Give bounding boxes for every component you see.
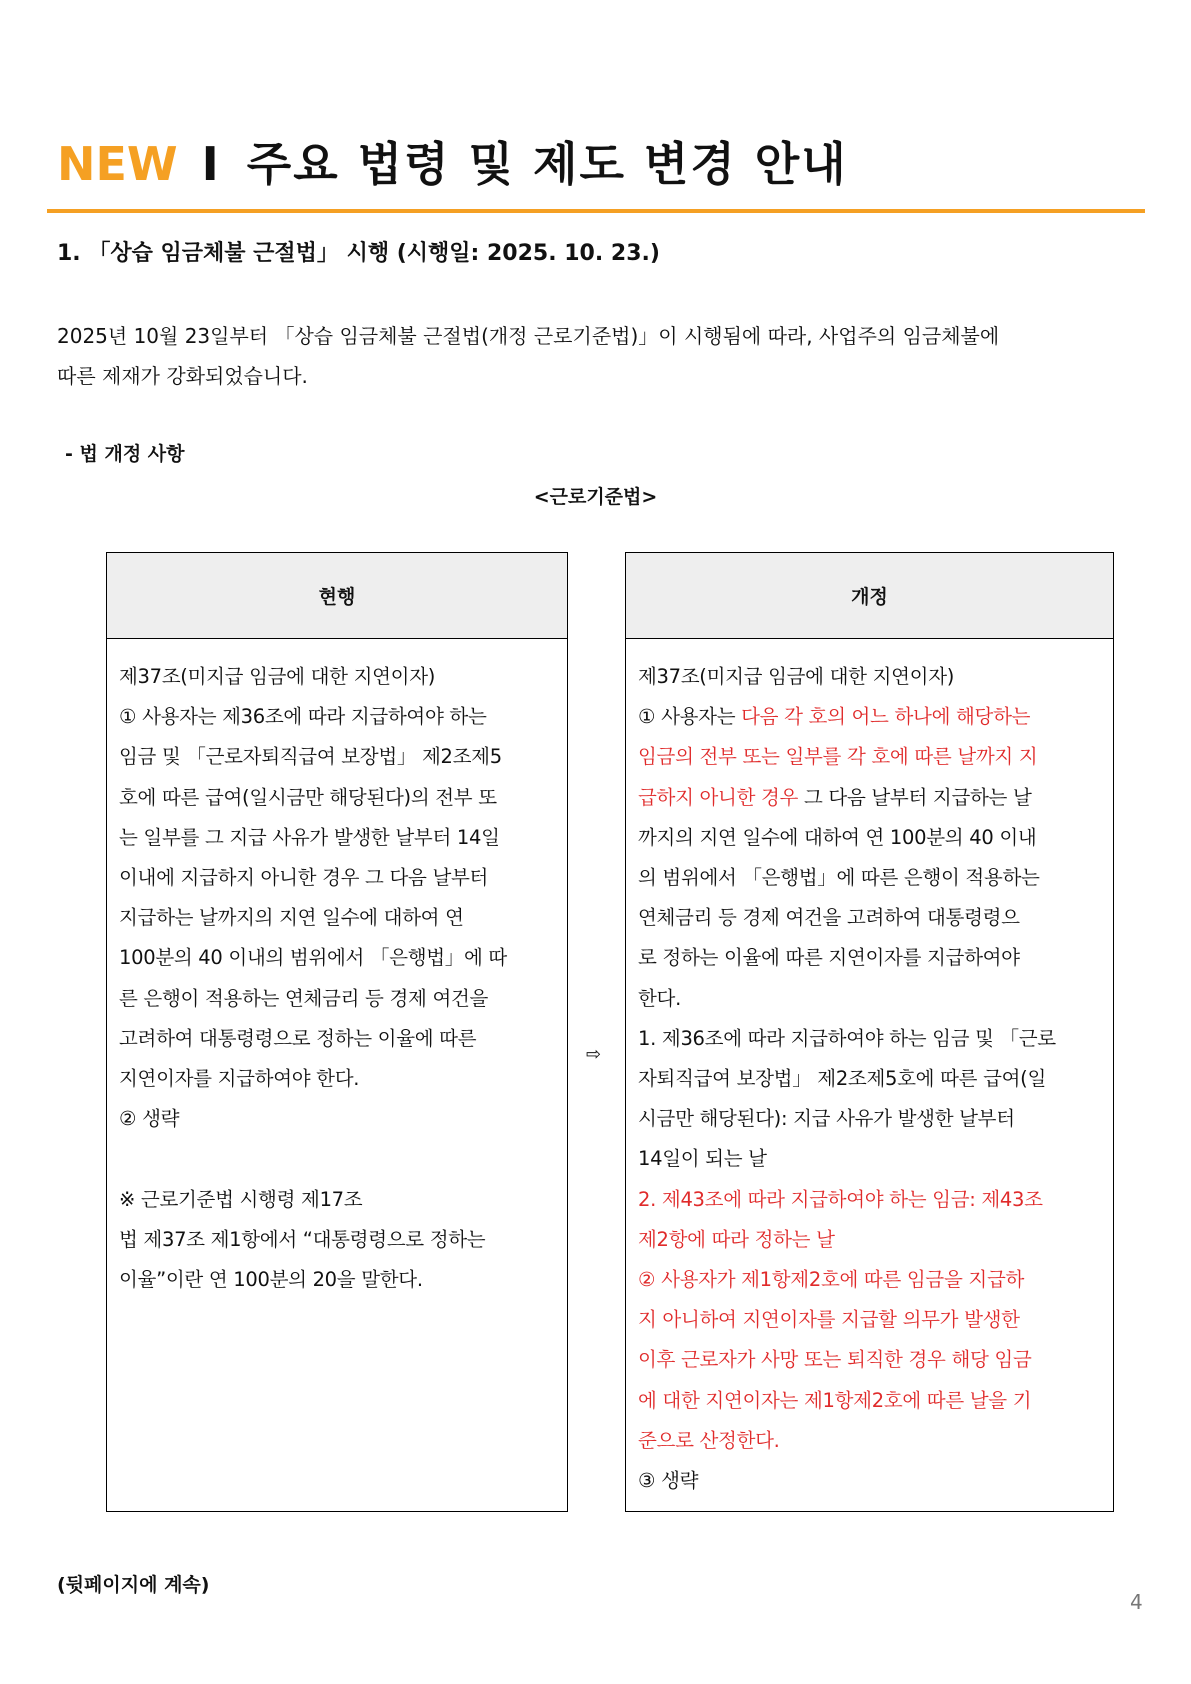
law-line: 이내에 지급하지 아니한 경우 그 다음 날부터 (119, 866, 489, 890)
law-text: ① 사용자는 (638, 705, 742, 729)
revised-law-header: 개정 (626, 553, 1113, 639)
current-law-header: 현행 (107, 553, 567, 639)
title-separator: I (201, 137, 221, 191)
law-line (119, 1139, 556, 1179)
amended-line: 2. 제43조에 따라 지급하여야 하는 임금: 제43조 (638, 1187, 1043, 1211)
amended-line: 지 아니하여 지연이자를 지급할 의무가 발생한 (638, 1308, 1020, 1332)
law-line: 의 범위에서 「은행법」에 따른 은행이 적용하는 (638, 866, 1040, 890)
amended-line: 준으로 산정한다. (638, 1428, 780, 1452)
arrow-right-icon: ⇨ (586, 1044, 602, 1065)
new-label: NEW (57, 137, 178, 191)
law-line: 고려하여 대통령령으로 정하는 이율에 따른 (119, 1026, 477, 1050)
revised-law-box (625, 552, 1114, 1512)
law-line: ① 사용자는 제36조에 따라 지급하여야 하는 (119, 705, 487, 729)
law-line: 호에 따른 급여(일시금만 해당된다)의 전부 또 (119, 785, 497, 809)
law-line: 이율”이란 연 100분의 20을 말한다. (119, 1268, 423, 1292)
amended-line: ② 사용자가 제1항제2호에 따른 임금을 지급하 (638, 1268, 1025, 1292)
law-line: 한다. (638, 986, 681, 1010)
law-line: ③ 생략 (638, 1469, 699, 1493)
current-law-body (107, 639, 567, 1300)
law-line: 는 일부를 그 지급 사유가 발생한 날부터 14일 (119, 825, 500, 849)
continued-note: (뒷페이지에 계속) (57, 1574, 210, 1596)
law-title: <근로기준법> (533, 486, 658, 508)
law-line: 지연이자를 지급하여야 한다. (119, 1067, 360, 1091)
current-law-box (106, 552, 568, 1512)
amended-text: 급하지 아니한 경우 (638, 785, 799, 809)
law-line: 1. 제36조에 따라 지급하여야 하는 임금 및 「근로 (638, 1026, 1056, 1050)
amended-line: 제2항에 따라 정하는 날 (638, 1227, 835, 1251)
law-line: ② 생략 (119, 1107, 180, 1131)
amended-line: 이후 근로자가 사망 또는 퇴직한 경우 해당 임금 (638, 1348, 1032, 1372)
title-divider (47, 209, 1145, 213)
page-number: 4 (1130, 1590, 1143, 1614)
law-line: 른 은행이 적용하는 연체금리 등 경제 여건을 (119, 986, 489, 1010)
law-line: 연체금리 등 경제 여건을 고려하여 대통령령으 (638, 906, 1020, 930)
law-line: 자퇴직급여 보장법」 제2조제5호에 따른 급여(일 (638, 1067, 1046, 1091)
amended-text: 다음 각 호의 어느 하나에 해당하는 (741, 705, 1031, 729)
revised-law-body (626, 639, 1113, 1501)
amendment-subheading: - 법 개정 사항 (65, 443, 185, 465)
law-line: 100분의 40 이내의 범위에서 「은행법」에 따 (119, 946, 507, 970)
law-line (638, 778, 1102, 818)
title-text: 주요 법령 및 제도 변경 안내 (246, 137, 848, 191)
law-line (638, 697, 1102, 737)
law-line: 14일이 되는 날 (638, 1147, 767, 1171)
law-line: ※ 근로기준법 시행령 제17조 (119, 1187, 363, 1211)
law-line: 임금 및 「근로자퇴직급여 보장법」 제2조제5 (119, 745, 502, 769)
section-heading: 1. 「상습 임금체불 근절법」 시행 (시행일: 2025. 10. 23.) (57, 241, 660, 266)
amended-line: 에 대한 지연이자는 제1항제2호에 따른 날을 기 (638, 1388, 1032, 1412)
intro-paragraph (57, 316, 1147, 396)
law-line: 시금만 해당된다): 지급 사유가 발생한 날부터 (638, 1107, 1015, 1131)
amended-line: 임금의 전부 또는 일부를 각 호에 따른 날까지 지 (638, 745, 1038, 769)
law-line: 제37조(미지급 임금에 대한 지연이자) (119, 665, 436, 688)
law-line: 제37조(미지급 임금에 대한 지연이자) (638, 665, 955, 688)
law-text: 그 다음 날부터 지급하는 날 (798, 785, 1032, 809)
intro-line: 2025년 10월 23일부터 「상습 임금체불 근절법(개정 근로기준법)」이 시행됨에 따라, 사업주의 임금체불에 (57, 324, 1000, 348)
law-line: 법 제37조 제1항에서 “대통령령으로 정하는 (119, 1227, 486, 1251)
law-line: 로 정하는 이율에 따른 지연이자를 지급하여야 (638, 946, 1020, 970)
intro-line: 따른 제재가 강화되었습니다. (57, 364, 308, 388)
law-line: 까지의 지연 일수에 대하여 연 100분의 40 이내 (638, 825, 1037, 849)
law-line: 지급하는 날까지의 지연 일수에 대하여 연 (119, 906, 464, 930)
page-title (57, 128, 848, 194)
